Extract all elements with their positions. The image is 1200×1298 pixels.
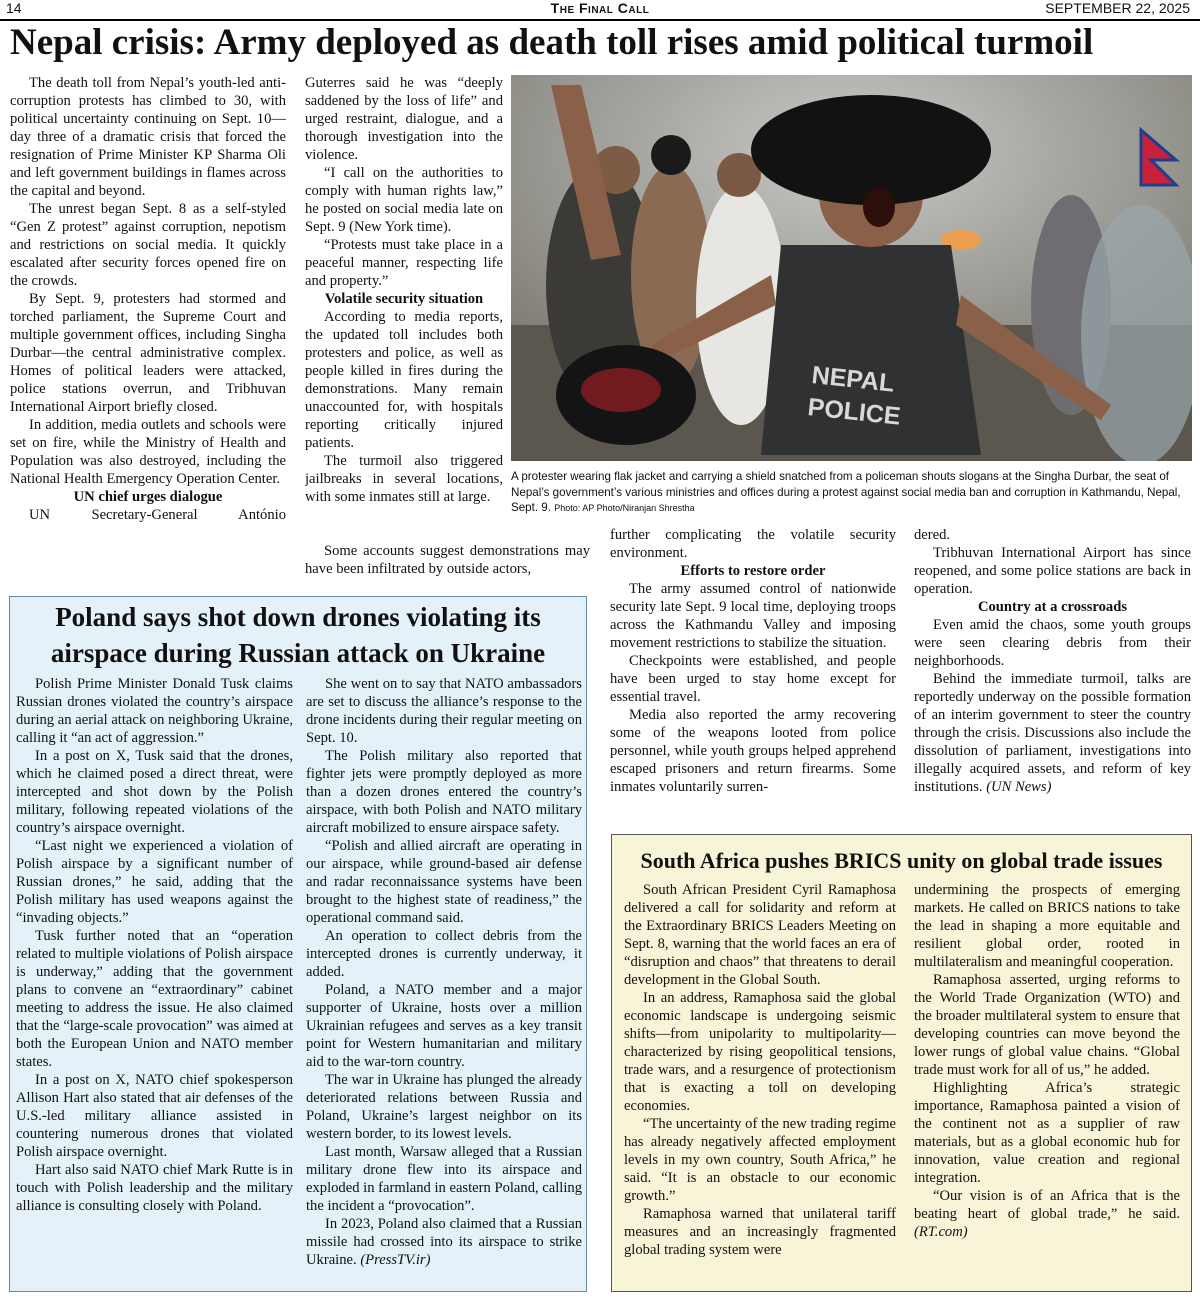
poland-paragraph: An operation to collect debris from the intercepted drones is currently underway, it added. <box>306 928 582 980</box>
nepal-paragraph: The turmoil also triggered jailbreaks in several locations, with some inmates still at large. <box>305 453 503 505</box>
nepal-column-4 <box>914 526 1191 826</box>
nepal-paragraph: dered. <box>914 527 951 543</box>
nepal-paragraph: Tribhuvan International Airport has since reopened, and some police stations are back in operation. <box>914 545 1191 597</box>
south-africa-column-1 <box>624 881 896 1285</box>
poland-column-2 <box>306 675 582 1287</box>
nepal-paragraph: Even amid the chaos, some youth groups were seen clearing debris from their neighborhoods. <box>914 617 1191 669</box>
nepal-source: (UN News) <box>986 779 1052 795</box>
nepal-paragraph: In addition, media outlets and schools were set on fire, while the Ministry of Health and Population was also destroyed, including the National Health Emergency Operation Center. <box>10 417 286 487</box>
nepal-paragraph: The death toll from Nepal’s youth-led anti-corruption protests has climbed to 30, with political uncertainty continuing on Sept. 10—day three of a dramatic crisis that forced the resignation of Prime Minister KP Sharma Oli and left government buildings in flames across the capital and beyond. <box>10 75 286 199</box>
poland-column-1 <box>16 675 293 1287</box>
sa-last-paragraph-text: “Our vision is of an Africa that is the beating heart of global trade,” he said. <box>914 1188 1180 1222</box>
nepal-paragraph: The army assumed control of nationwide security late Sept. 9 local time, deploying troops across the Kathmandu Valley and imposing movement restrictions to stabilize the situation. <box>610 581 896 651</box>
poland-paragraph: Last month, Warsaw alleged that a Russian military drone flew into its airspace and exploded in farmland in eastern Poland, calling the incident a “provocation”. <box>306 1144 582 1214</box>
protest-photo <box>511 75 1192 461</box>
poland-last-paragraph-text: In 2023, Poland also claimed that a Russian missile had crossed into its airspace to strike Ukraine. <box>306 1216 582 1268</box>
poland-paragraph: Hart also said NATO chief Mark Rutte is in touch with Polish leadership and the military alliance is consulting closely with Poland. <box>16 1162 293 1214</box>
masthead: The Final Call <box>550 0 650 16</box>
sa-paragraph: “The uncertainty of the new trading regime has already negatively affected employment levels in my own country, South Africa,” he said. “It is an obstacle to our economic growth.” <box>624 1116 896 1204</box>
nepal-paragraph: “Protests must take place in a peaceful manner, respecting life and property.” <box>305 237 503 289</box>
protest-photo-illustration <box>511 75 1192 461</box>
poland-paragraph: Polish Prime Minister Donald Tusk claims Russian drones violated the country’s airspace during an aerial attack on neighboring Ukraine, calling it “an act of aggression.” <box>16 676 293 746</box>
sa-paragraph: Ramaphosa asserted, urging reforms to the World Trade Organization (WTO) and the broader multilateral system to ensure that developing countries can move beyond the lower rungs of global value chains. “Global trade must work for all of us,” he added. <box>914 972 1180 1078</box>
sa-paragraph <box>914 1187 1180 1241</box>
nepal-paragraph: According to media reports, the updated toll includes both protesters and police, as well as people killed in fires during the demonstrations. Many remain unaccounted for, with hospitals reporting critically injured patients. <box>305 309 503 451</box>
nepal-column-1 <box>10 74 286 584</box>
page-header <box>0 0 1200 21</box>
south-africa-article-box <box>611 834 1192 1292</box>
sa-paragraph: Highlighting Africa’s strategic importance, Ramaphosa painted a vision of the continent not as a supplier of raw materials, but as a global economic hub for innovation, value creation and regional integration. <box>914 1080 1180 1186</box>
sa-paragraph: undermining the prospects of emerging markets. He called on BRICS nations to take the lead in shaping a more equitable and resilient global order, rooted in multilateralism and meaningful cooperation. <box>914 882 1180 970</box>
south-africa-column-2 <box>914 881 1180 1285</box>
nepal-paragraph: Guterres said he was “deeply saddened by the loss of life” and urged restraint, dialogue, and a thorough investigation into the violence. <box>305 75 503 163</box>
poland-source: (PressTV.ir) <box>360 1252 431 1268</box>
poland-paragraph: “Last night we experienced a violation of Polish airspace by a significant number of Russian drones,” he said, adding that the Polish military has used weapons against the “invading objects.” <box>16 838 293 926</box>
poland-paragraph: Tusk further noted that an “operation related to multiple violations of Polish airspace is underway,” adding that the government plans to convene an “extraordinary” cabinet meeting to address the issue. He also claimed that the “large-scale provocation” was aimed at both the European Union and NATO member states. <box>16 928 293 1070</box>
page-number: 14 <box>6 0 22 16</box>
nepal-paragraph: further complicating the volatile security environment. <box>610 527 896 561</box>
poland-paragraph: In a post on X, Tusk said that the drones, which he claimed posed a direct threat, were intercepted and shot down by the Polish military, following repeated violations of the country’s airspace overnight. <box>16 748 293 836</box>
nepal-column-3 <box>610 526 896 826</box>
subhead-crossroads: Country at a crossroads <box>977 599 1128 615</box>
nepal-last-paragraph-text: Behind the immediate turmoil, talks are reportedly underway on the possible formation of an interim government to steer the country through the crisis. Discussions also include the dissolution of parliament, investigations into illegally acquired assets, and reform of key institutions. <box>914 671 1191 795</box>
nepal-paragraph: Media also reported the army recovering some of the weapons looted from police personnel, while youth groups helped apprehend escaped prisoners and return firearms. Some inmates voluntarily surren- <box>610 707 896 795</box>
poland-headline: Poland says shot down drones violating its airspace during Russian attack on Ukraine <box>50 602 546 668</box>
nepal-headline: Nepal crisis: Army deployed as death toll rises amid political turmoil <box>10 22 1094 63</box>
nepal-paragraph: “I call on the authorities to comply with human rights law,” he posted on social media late on Sept. 9 (New York time). <box>305 165 503 235</box>
poland-paragraph: She went on to say that NATO ambassadors are set to discuss the alliance’s response to the drone incidents during their regular meeting on Sept. 10. <box>306 676 582 746</box>
poland-paragraph: The war in Ukraine has plunged the already deteriorated relations between Russia and Poland, Ukraine’s largest neighbor on its western border, to its lowest levels. <box>306 1072 582 1142</box>
nepal-paragraph: Some accounts suggest demonstrations may have been infiltrated by outside actors, <box>305 543 590 577</box>
poland-paragraph: The Polish military also reported that fighter jets were promptly deployed as more than a dozen drones entered the country’s airspace, with both Polish and NATO military aircraft mobilized to ensure airspace safety. <box>306 748 582 836</box>
nepal-column-2 <box>305 74 503 584</box>
issue-date: SEPTEMBER 22, 2025 <box>1045 0 1190 16</box>
caption-text: A protester wearing flak jacket and carrying a shield snatched from a policeman shouts slogans at the Singha Durbar, the seat of Nepal’s government’s various ministries and offices during a protest against social media ban and corruption in Kathmandu, Nepal, Sept. 9. <box>511 470 1181 514</box>
sa-paragraph: In an address, Ramaphosa said the global economic landscape is undergoing seismic shifts—from unipolarity to multipolarity—characterized by rising geopolitical tensions, trade wars, and a resurgence of protectionism that is exacting a toll on developing economies. <box>624 990 896 1114</box>
poland-paragraph: In a post on X, NATO chief spokesperson Allison Hart also stated that air defenses of the U.S.-led military alliance assisted in countering numerous drones that violated Polish airspace overnight. <box>16 1072 293 1160</box>
vest-text-police: POLICE <box>806 393 902 431</box>
subhead-volatile-security: Volatile security situation <box>324 291 484 307</box>
nepal-column-2-tail <box>305 542 590 582</box>
south-africa-headline: South Africa pushes BRICS unity on global trade issues <box>640 848 1163 873</box>
subhead-un-chief: UN chief urges dialogue <box>73 489 223 505</box>
nepal-paragraph: UN Secretary-General António <box>29 507 286 523</box>
poland-paragraph: Poland, a NATO member and a major supporter of Ukraine, hosts over a million Ukrainian refugees and serves as a key transit point for Western humanitarian and military aid to the war-torn country. <box>306 982 582 1070</box>
sa-paragraph: Ramaphosa warned that unilateral tariff measures and an increasingly fragmented global trading system were <box>624 1206 896 1258</box>
sa-source: (RT.com) <box>914 1224 968 1240</box>
photo-caption <box>511 469 1192 517</box>
nepal-paragraph: The unrest began Sept. 8 as a self-styled “Gen Z protest” against corruption, nepotism and restrictions on social media. It quickly escalated after security forces opened fire on the crowds. <box>10 201 286 289</box>
sa-paragraph: South African President Cyril Ramaphosa delivered a call for solidarity and reform at the Extraordinary BRICS Leaders Meeting on Sept. 8, warning that the world faces an era of “disruption and chaos” that threatens to derail development in the Global South. <box>624 882 896 988</box>
vest-text-nepal: NEPAL <box>810 361 896 398</box>
poland-article-box <box>9 596 587 1292</box>
poland-paragraph <box>306 1215 582 1269</box>
poland-paragraph: “Polish and allied aircraft are operating in our airspace, while ground-based air defense and radar reconnaissance systems have been brought to the highest state of readiness,” the operational command said. <box>306 838 582 926</box>
nepal-paragraph: Checkpoints were established, and people have been urged to stay home except for essential travel. <box>610 653 896 705</box>
subhead-restore-order: Efforts to restore order <box>680 563 826 579</box>
nepal-paragraph: By Sept. 9, protesters had stormed and torched parliament, the Supreme Court and multiple government offices, including Singha Durbar—the central administrative complex. Homes of political leaders were attacked, police stations overrun, and Tribhuvan International Airport briefly closed. <box>10 291 286 415</box>
nepal-paragraph <box>914 670 1191 796</box>
photo-credit: Photo: AP Photo/Niranjan Shrestha <box>554 503 695 513</box>
